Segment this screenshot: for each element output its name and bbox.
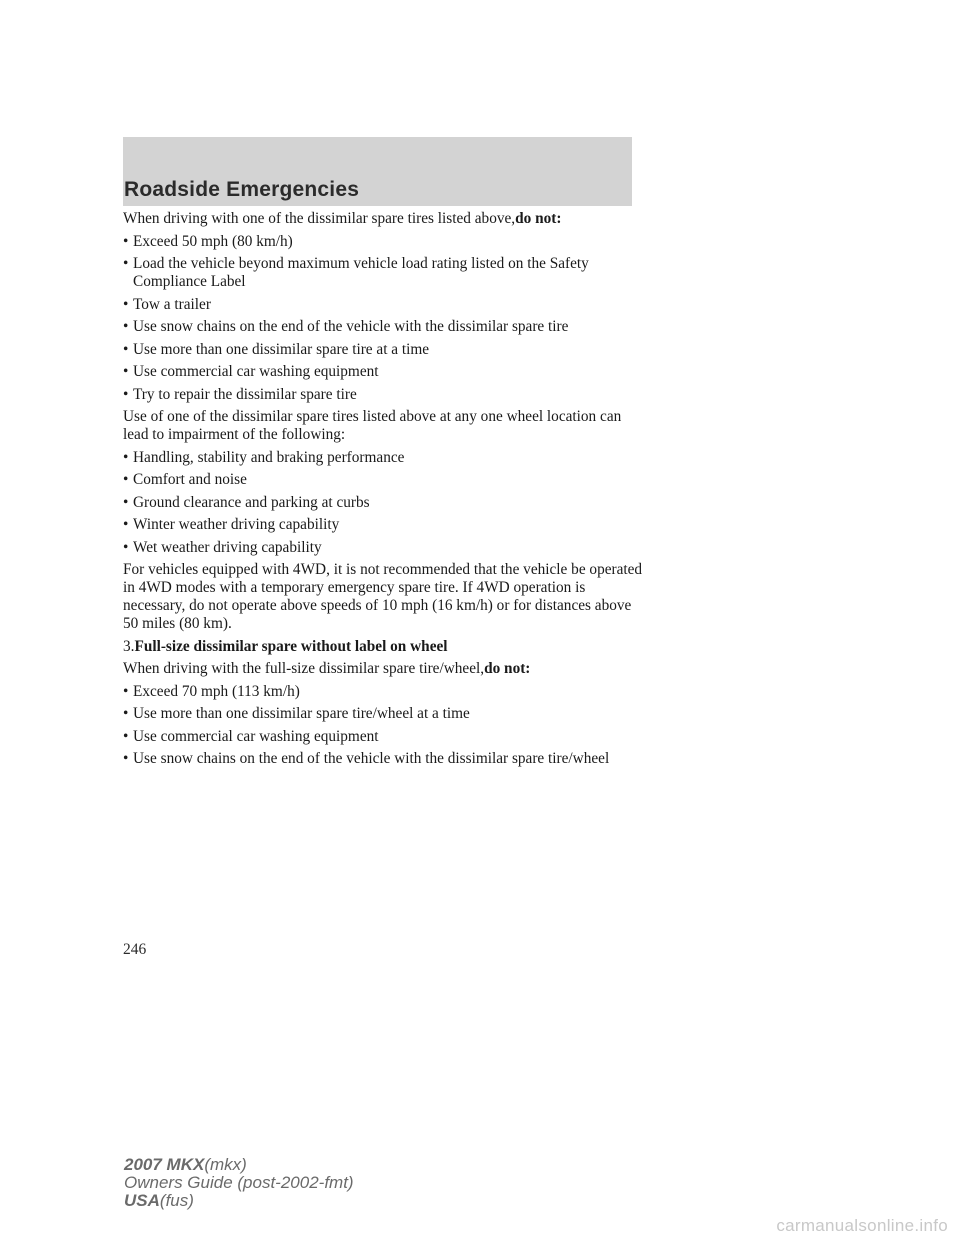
bullet-icon: • — [123, 340, 129, 358]
footer-market: USA — [124, 1191, 160, 1210]
bullet-icon: • — [123, 448, 129, 466]
list-item — [123, 683, 643, 701]
list-item — [123, 471, 643, 489]
list-item — [123, 516, 643, 534]
bullet-icon: • — [123, 255, 129, 272]
section-3-heading — [123, 638, 643, 656]
restriction-list-1 — [123, 233, 643, 404]
footer-line-2: Owners Guide (post-2002-fmt) — [124, 1173, 354, 1192]
intro-2-text: When driving with the full-size dissimilar spare tire/wheel, — [123, 660, 485, 677]
list-item-text: Winter weather driving capability — [133, 516, 340, 533]
bullet-icon: • — [123, 493, 129, 511]
list-item — [123, 296, 643, 314]
intro-paragraph-1 — [123, 210, 643, 228]
impairment-list — [123, 449, 643, 557]
list-item — [123, 233, 643, 251]
list-item-text: Wet weather driving capability — [133, 538, 322, 556]
list-item — [123, 494, 643, 512]
bullet-icon: • — [123, 295, 129, 313]
list-item-text: Comfort and noise — [133, 471, 247, 488]
footer-line-3 — [124, 1192, 354, 1210]
page-content — [123, 210, 643, 773]
page-number: 246 — [123, 941, 147, 958]
list-item-text: Use commercial car washing equipment — [133, 363, 379, 380]
bullet-icon: • — [123, 516, 129, 533]
list-item-text: Use more than one dissimilar spare tire/wheel at a time — [133, 705, 470, 722]
list-item-text: Tow a trailer — [133, 295, 211, 313]
list-item-text: Use more than one dissimilar spare tire at a time — [133, 340, 430, 358]
list-item — [123, 705, 643, 723]
list-item — [123, 341, 643, 359]
section-heading-text: Full-size dissimilar spare without label on wheel — [134, 637, 448, 655]
bullet-icon: • — [123, 232, 129, 250]
list-item-text: Load the vehicle beyond maximum vehicle load rating listed on the Safety Compliance Label — [133, 255, 589, 290]
list-item-text: Use snow chains on the end of the vehicle with the dissimilar spare tire — [133, 318, 569, 335]
bullet-icon: • — [123, 471, 129, 488]
bullet-icon: • — [123, 750, 129, 767]
bullet-icon: • — [123, 318, 129, 335]
list-item-text: Use snow chains on the end of the vehicle with the dissimilar spare tire/wheel — [133, 750, 610, 767]
4wd-paragraph: For vehicles equipped with 4WD, it is not recommended that the vehicle be operated in 4WD modes with a temporary emergency spare tire. If 4WD operation is necessary, do not operate above speeds of 10 mph (16 km/h) or for distances above 50 miles (80 km). — [123, 561, 643, 632]
list-item — [123, 449, 643, 467]
bullet-icon: • — [123, 705, 129, 722]
list-item-text: Ground clearance and parking at curbs — [133, 493, 370, 511]
watermark: carmanualsonline.info — [776, 1216, 948, 1235]
list-item-text: Exceed 70 mph (113 km/h) — [133, 682, 300, 700]
bullet-icon: • — [123, 727, 129, 745]
list-item-text: Handling, stability and braking performance — [133, 448, 405, 466]
footer-model: 2007 MKX — [124, 1155, 205, 1174]
restriction-list-2 — [123, 683, 643, 769]
intro-1-bold: do not: — [515, 210, 562, 227]
list-item-text: Exceed 50 mph (80 km/h) — [133, 232, 293, 250]
bullet-icon: • — [123, 385, 129, 403]
bullet-icon: • — [123, 682, 129, 700]
footer-model-code: (mkx) — [204, 1155, 247, 1174]
footer-line-1 — [124, 1156, 354, 1174]
intro-1-text: When driving with one of the dissimilar spare tires listed above, — [123, 210, 516, 227]
list-item — [123, 318, 643, 336]
list-item — [123, 255, 643, 291]
list-item — [123, 750, 643, 768]
intro-paragraph-2 — [123, 660, 643, 678]
section-title: Roadside Emergencies — [124, 178, 360, 201]
list-item — [123, 728, 643, 746]
section-number: 3. — [123, 637, 135, 655]
bullet-icon: • — [123, 363, 129, 380]
intro-2-bold: do not: — [484, 660, 531, 677]
list-item — [123, 363, 643, 381]
bullet-icon: • — [123, 538, 129, 556]
impairment-paragraph: Use of one of the dissimilar spare tires listed above at any one wheel location can lead to impairment of the following: — [123, 408, 622, 443]
list-item — [123, 386, 643, 404]
list-item-text: Use commercial car washing equipment — [133, 727, 379, 745]
list-item — [123, 539, 643, 557]
list-item-text: Try to repair the dissimilar spare tire — [133, 385, 357, 403]
footer-market-code: (fus) — [159, 1191, 194, 1210]
document-footer — [124, 1156, 354, 1210]
